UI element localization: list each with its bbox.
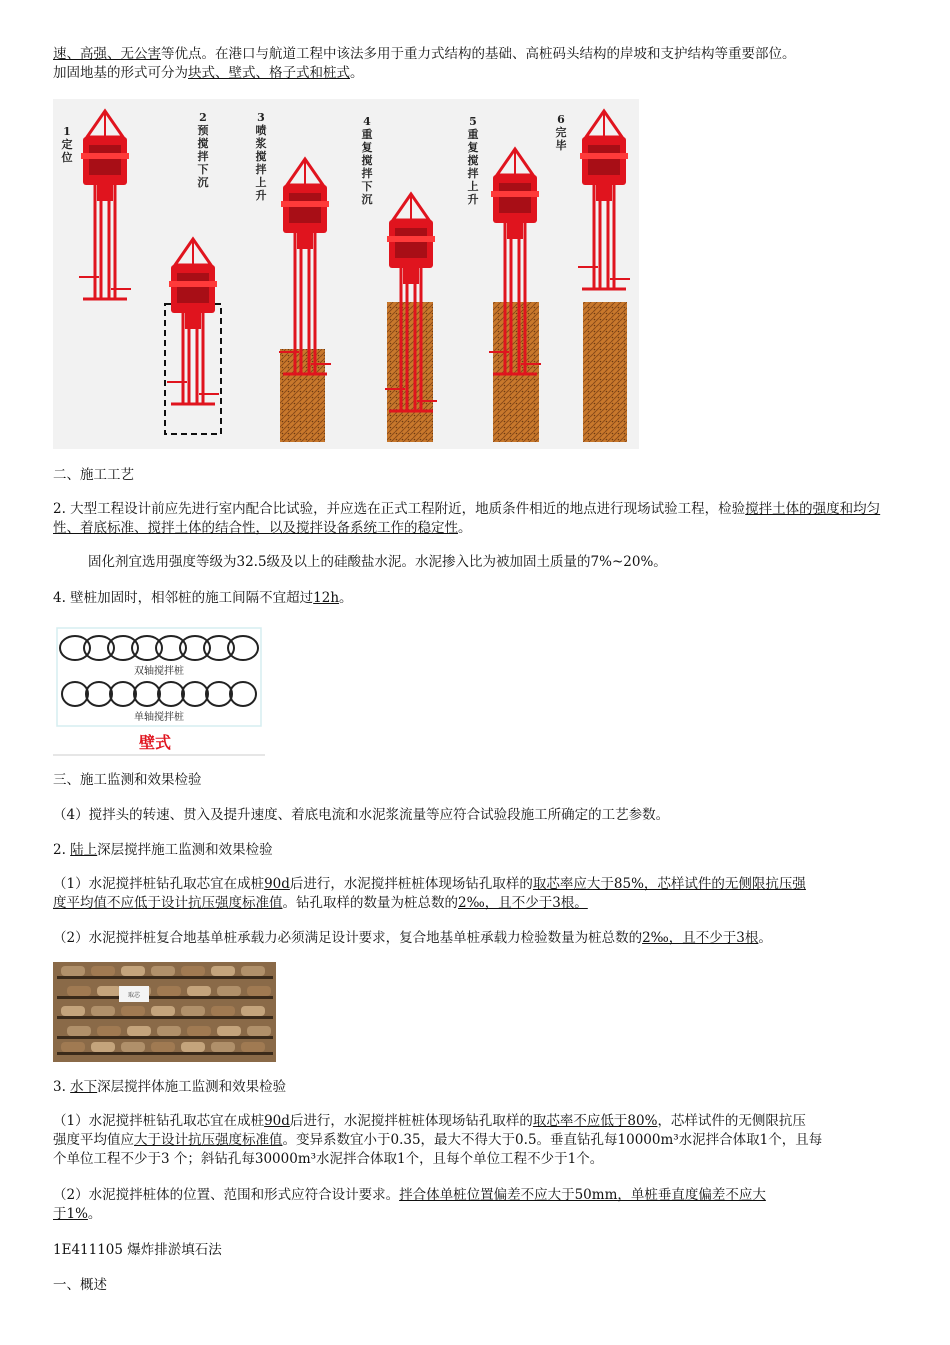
svg-text:升: 升	[467, 193, 479, 206]
land-item-1: （1）水泥搅拌桩钻孔取芯宜在成桩90d后进行，水泥搅拌桩桩体现场钻孔取样的取芯率应大于85%，芯样试件的无侧限抗压强 度平均值不应低于设计抗压强度标准值。钻孔取样的数量为桩总数的2‰，且不少于3根。	[53, 876, 806, 911]
water-item-1: （1）水泥搅拌桩钻孔取芯宜在成桩90d后进行，水泥搅拌桩桩体现场钻孔取样的取芯率不应低于80%，芯样试件的无侧限抗压 强度平均值应大于设计抗压强度标准值。变异系数宜小于0.35，最大不得大于0.5。垂直钻孔每10000m³水泥拌合体取1个，且每 个单位工程不少于3 个；斜钻孔每30000m³水泥拌合体取1个，且每个单位工程不少于1个。	[53, 1113, 823, 1167]
intro-forms: 块式、壁式、格子式和桩式	[188, 65, 350, 81]
single-pile-circle	[110, 682, 136, 706]
single-axis-pile-row	[62, 682, 256, 706]
step-5	[468, 115, 542, 442]
svg-text:上: 上	[255, 176, 267, 189]
svg-text:搅: 搅	[255, 150, 267, 163]
svg-text:拌: 拌	[197, 150, 209, 163]
svg-text:下: 下	[361, 180, 373, 193]
svg-text:拌: 拌	[361, 167, 373, 180]
svg-text:毕: 毕	[555, 139, 567, 152]
double-pile-circle	[228, 636, 258, 660]
section3-p4: （4）搅拌头的转速、贯入及提升速度、着底电流和水泥浆流量等应符合试验段施工所确定的工艺参数。	[53, 807, 670, 823]
svg-text:复: 复	[361, 141, 373, 154]
construction-steps-figure	[53, 99, 639, 449]
double-pile-circle	[132, 636, 162, 660]
single-axis-label: 单轴搅拌桩	[134, 712, 184, 723]
land-heading: 2. 陆上深层搅拌施工监测和效果检验	[53, 842, 273, 858]
core-samples-photo	[53, 962, 276, 1062]
section2-p3: 固化剂宜选用强度等级为32.5级及以上的硅酸盐水泥。水泥掺入比为被加固土质量的7%~20%。	[88, 554, 667, 570]
svg-text:1: 1	[63, 125, 71, 138]
single-pile-circle	[182, 682, 208, 706]
section3-heading: 三、施工监测和效果检验	[53, 772, 202, 788]
svg-text:搅: 搅	[197, 137, 209, 150]
svg-text:升: 升	[255, 189, 267, 202]
svg-text:定: 定	[61, 138, 73, 151]
double-pile-circle	[60, 636, 90, 660]
double-pile-circle	[108, 636, 138, 660]
svg-text:6: 6	[557, 113, 565, 126]
step-4	[362, 115, 438, 442]
water-heading: 3. 水下深层搅拌体施工监测和效果检验	[53, 1079, 287, 1095]
intro-advantages: 速、高强、无公害	[53, 46, 161, 62]
svg-text:上: 上	[467, 180, 479, 193]
single-pile-circle	[206, 682, 232, 706]
svg-text:3: 3	[257, 111, 265, 124]
step-1	[61, 111, 132, 299]
steps-diagram	[53, 99, 639, 449]
wall-diagram	[53, 622, 265, 756]
double-axis-label: 双轴搅拌桩	[134, 666, 184, 677]
double-axis-pile-row	[60, 636, 258, 660]
step-6	[556, 111, 631, 442]
core-photo-drawing	[53, 962, 276, 1062]
single-pile-circle	[134, 682, 160, 706]
svg-text:喷: 喷	[255, 124, 267, 137]
svg-text:重: 重	[467, 128, 479, 141]
double-pile-circle	[156, 636, 186, 660]
water-item-2: （2）水泥搅拌桩体的位置、范围和形式应符合设计要求。拌合体单桩位置偏差不应大于50mm，单桩垂直度偏差不应大 于1%。	[53, 1187, 766, 1222]
svg-text:5: 5	[469, 115, 477, 128]
single-pile-circle	[158, 682, 184, 706]
double-pile-circle	[84, 636, 114, 660]
svg-text:4: 4	[363, 115, 371, 128]
svg-text:复: 复	[467, 141, 479, 154]
step-2	[165, 111, 221, 434]
single-pile-circle	[230, 682, 256, 706]
svg-text:预: 预	[197, 124, 209, 137]
svg-text:浆: 浆	[255, 137, 267, 150]
next-section-code: 1E411105 爆炸排淤填石法	[53, 1242, 222, 1258]
core-tag-label: 取芯	[127, 992, 141, 999]
svg-text:下: 下	[197, 163, 209, 176]
intro-paragraph: 速、高强、无公害等优点。在港口与航道工程中该法多用于重力式结构的基础、高桩码头结构的岸坡和支护结构等重要部位。 加固地基的形式可分为块式、壁式、格子式和桩式。	[53, 46, 796, 81]
wall-caption: 壁式	[138, 733, 172, 752]
svg-text:完: 完	[555, 126, 567, 139]
single-pile-circle	[62, 682, 88, 706]
svg-text:位: 位	[61, 151, 73, 164]
svg-text:搅: 搅	[361, 154, 373, 167]
svg-text:拌: 拌	[467, 167, 479, 180]
section2-heading: 二、施工工艺	[53, 467, 134, 483]
svg-text:搅: 搅	[467, 154, 479, 167]
double-pile-circle	[180, 636, 210, 660]
step-3	[256, 111, 332, 442]
svg-text:重: 重	[361, 128, 373, 141]
svg-text:沉: 沉	[197, 176, 209, 189]
land-item-2: （2）水泥搅拌桩复合地基单桩承载力必须满足设计要求，复合地基单桩承载力检验数量为桩总数的2‰，且不少于3根。	[53, 930, 772, 946]
single-pile-circle	[86, 682, 112, 706]
svg-text:2: 2	[199, 111, 207, 124]
wall-type-figure	[53, 622, 265, 756]
svg-text:沉: 沉	[361, 193, 373, 206]
double-pile-circle	[204, 636, 234, 660]
svg-text:拌: 拌	[255, 163, 267, 176]
section2-p2: 2. 大型工程设计前应先进行室内配合比试验，并应选在正式工程附近，地质条件相近的地点进行现场试验工程，检验搅拌土体的强度和均匀性、着底标准、搅拌土体的结合性，以及搅拌设备系统工作的稳定性。	[53, 501, 881, 536]
section2-p4: 4. 壁桩加固时，相邻桩的施工间隔不宜超过12h。	[53, 590, 353, 606]
next-section-heading: 一、概述	[53, 1277, 107, 1293]
